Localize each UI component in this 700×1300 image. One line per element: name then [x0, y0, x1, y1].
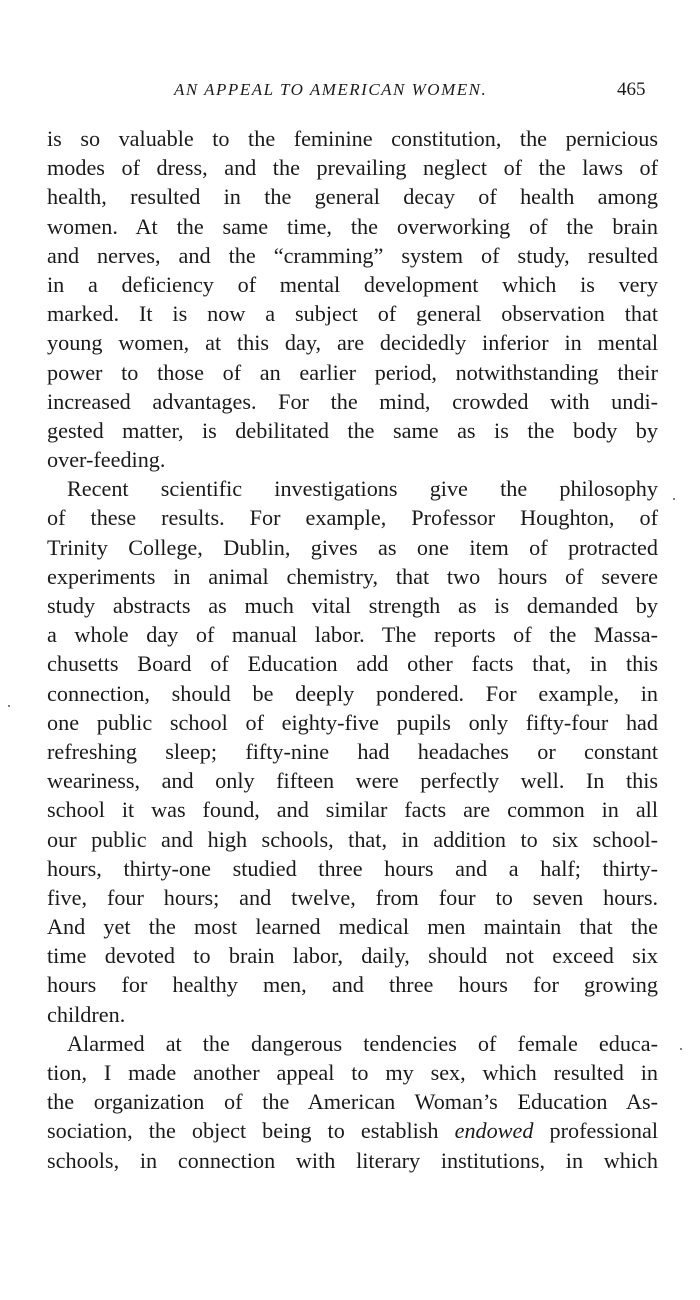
paragraph-first-line: Recent scientific investigations give the philosophy	[67, 476, 658, 502]
text-segment: professional	[533, 1118, 659, 1144]
text-line: increased advantages. For the mind, crowded with undi-	[47, 388, 658, 414]
body-text	[47, 124, 658, 1175]
text-line: hours for healthy men, and three hours for growing	[47, 972, 658, 998]
text-line: Trinity College, Dublin, gives as one item of protracted	[47, 534, 658, 560]
text-line: tion, I made another appeal to my sex, which resulted in	[47, 1060, 658, 1085]
text-line: our public and high schools, that, in addition to six school-	[47, 826, 658, 852]
text-line: and nerves, and the “cramming” system of study, resulted	[47, 242, 658, 268]
text-segment: sociation, the object being to establish	[47, 1118, 455, 1144]
text-line: children.	[47, 1001, 126, 1027]
text-line: connection, should be deeply pondered. For example, in	[47, 680, 658, 706]
running-header	[0, 80, 700, 110]
text-line: is so valuable to the feminine constitution, the pernicious	[47, 126, 658, 151]
margin-speck	[8, 705, 10, 707]
text-line: five, four hours; and twelve, from four to seven hours.	[47, 884, 658, 910]
text-line: school it was found, and similar facts are common in all	[47, 797, 658, 823]
text-line: women. At the same time, the overworking of the brain	[47, 213, 658, 239]
text-line: over-feeding.	[47, 447, 166, 473]
text-line: young women, at this day, are decidedly inferior in mental	[47, 330, 658, 356]
running-title: AN APPEAL TO AMERICAN WOMEN.	[174, 80, 488, 99]
paragraph-first-line: Alarmed at the dangerous tendencies of female educa-	[67, 1030, 658, 1056]
text-line: refreshing sleep; fifty-nine had headaches or constant	[47, 738, 658, 764]
text-line: time devoted to brain labor, daily, should not exceed six	[47, 943, 658, 969]
text-line: health, resulted in the general decay of health among	[47, 184, 658, 210]
emphasized-word: endowed	[454, 1118, 534, 1144]
text-line: And yet the most learned medical men maintain that the	[47, 914, 658, 940]
text-line: gested matter, is debilitated the same as is the body by	[47, 417, 658, 443]
text-line: schools, in connection with literary institutions, in which	[47, 1147, 658, 1173]
text-line: of these results. For example, Professor Houghton, of	[47, 505, 658, 531]
margin-speck	[680, 1048, 682, 1050]
text-line-with-emphasis	[47, 1116, 658, 1145]
text-line: marked. It is now a subject of general observation that	[47, 301, 658, 327]
text-line: one public school of eighty-five pupils only fifty-four had	[47, 709, 658, 735]
text-line: in a deficiency of mental development which is very	[47, 271, 658, 297]
text-line: experiments in animal chemistry, that two hours of severe	[47, 563, 658, 589]
text-line: study abstracts as much vital strength as is demanded by	[47, 593, 658, 618]
text-line: power to those of an earlier period, notwithstanding their	[47, 359, 658, 385]
text-line: chusetts Board of Education add other facts that, in this	[47, 651, 658, 677]
text-line: the organization of the American Woman’s Education As-	[47, 1089, 658, 1115]
text-line: a whole day of manual labor. The reports of the Massa-	[47, 622, 658, 648]
page-number: 465	[617, 79, 646, 100]
text-line: modes of dress, and the prevailing neglect of the laws of	[47, 155, 658, 181]
margin-speck	[673, 498, 675, 500]
text-line: hours, thirty-one studied three hours and a half; thirty-	[47, 855, 658, 881]
text-line: weariness, and only fifteen were perfectly well. In this	[47, 768, 658, 794]
